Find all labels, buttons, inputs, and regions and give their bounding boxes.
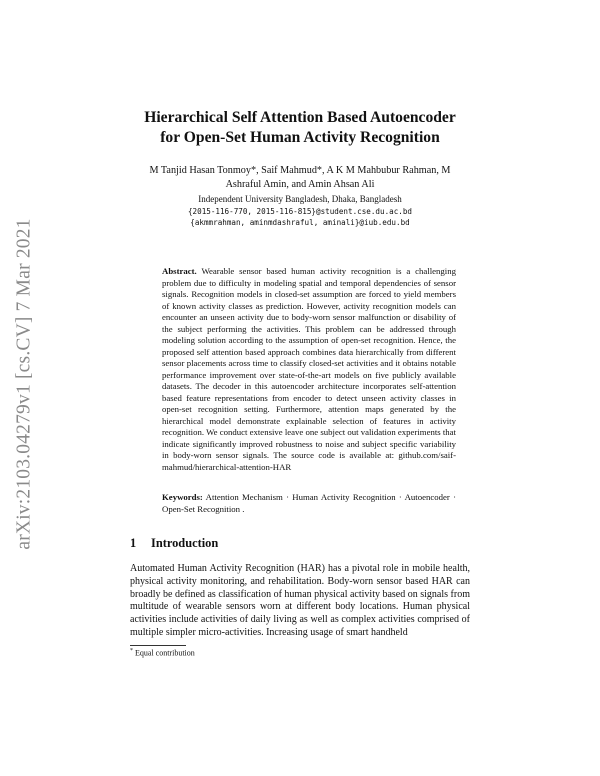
abstract: [162, 266, 456, 473]
footnote-mark: *: [130, 648, 133, 654]
keywords: [162, 492, 456, 515]
section-title: Introduction: [151, 536, 219, 550]
abstract-label: Abstract.: [162, 266, 197, 276]
title-line-1: Hierarchical Self Attention Based Autoencoder: [144, 109, 456, 126]
author-list: [130, 164, 470, 192]
footnote-rule: [130, 645, 186, 646]
email-line-1: {2015-116-770, 2015-116-815}@student.cse.du.ac.bd: [187, 206, 413, 216]
section-heading: [130, 536, 218, 551]
footnote-text: Equal contribution: [135, 648, 195, 658]
authors-line-1: M Tanjid Hasan Tonmoy*, Saif Mahmud*, A K M Mahbubur Rahman, M: [149, 165, 451, 176]
footnote: [130, 648, 195, 658]
paper-title: [60, 108, 540, 148]
abstract-text: Wearable sensor based human activity recognition is a challenging problem due to difficulty in modeling spatial and temporal dependencies of sensor signals. Recognition models in closed-set assumption are forced to yield members of known activity classes as prediction. However, activity recognition models can encounter an unseen activity due to body-worn sensor malfunction or disability of the subject performing the activities. This problem can be addressed through modeling solution according to the assumption of open-set recognition. Hence, the proposed self attention based approach combines data hierarchically from different sensor placements across time to classify closed-set activities and it obtains notable performance improvement over state-of-the-art models on five publicly available datasets. The decoder in this autoencoder architecture incorporates self-attention based feature representations from encoder to detect unseen activity classes in open-set recognition setting. Furthermore, attention maps generated by the hierarchical model demonstrate explainable selection of features in activity recognition. We conduct extensive leave one subject out validation experiments that indicate significantly improved robustness to noise and subject specific variability in body-worn sensor signals. The source code is available at: github.com/saif-mahmud/hierarchical-attention-HAR: [162, 266, 456, 472]
arxiv-stamp: [10, 208, 40, 560]
keywords-label: Keywords:: [162, 492, 203, 502]
title-line-2: for Open-Set Human Activity Recognition: [160, 129, 440, 146]
body-paragraph: Automated Human Activity Recognition (HAR) has a pivotal role in mobile health, physical activity monitoring, and rehabilitation. Body-worn sensor based HAR can broadly be defined as classification of human physical activity based on signals from multitude of wearable sensors worn at different body locations. Human physical activities include activities of daily living as well as complex activities comprised of multiple simpler micro-activities. Increasing usage of smart handheld: [130, 563, 470, 638]
affiliation-block: [150, 194, 450, 229]
keywords-text: Attention Mechanism · Human Activity Recognition · Autoencoder · Open-Set Recognition .: [162, 492, 456, 514]
institution: Independent University Bangladesh, Dhaka, Bangladesh: [198, 194, 402, 204]
authors-line-2: Ashraful Amin, and Amin Ahsan Ali: [225, 179, 375, 190]
arxiv-stamp-text: arXiv:2103.04279v1 [cs.CV] 7 Mar 2021: [14, 218, 35, 550]
section-number: 1: [130, 536, 137, 550]
email-line-2: {akmmrahman, aminmdashraful, aminali}@iub.edu.bd: [190, 218, 410, 227]
